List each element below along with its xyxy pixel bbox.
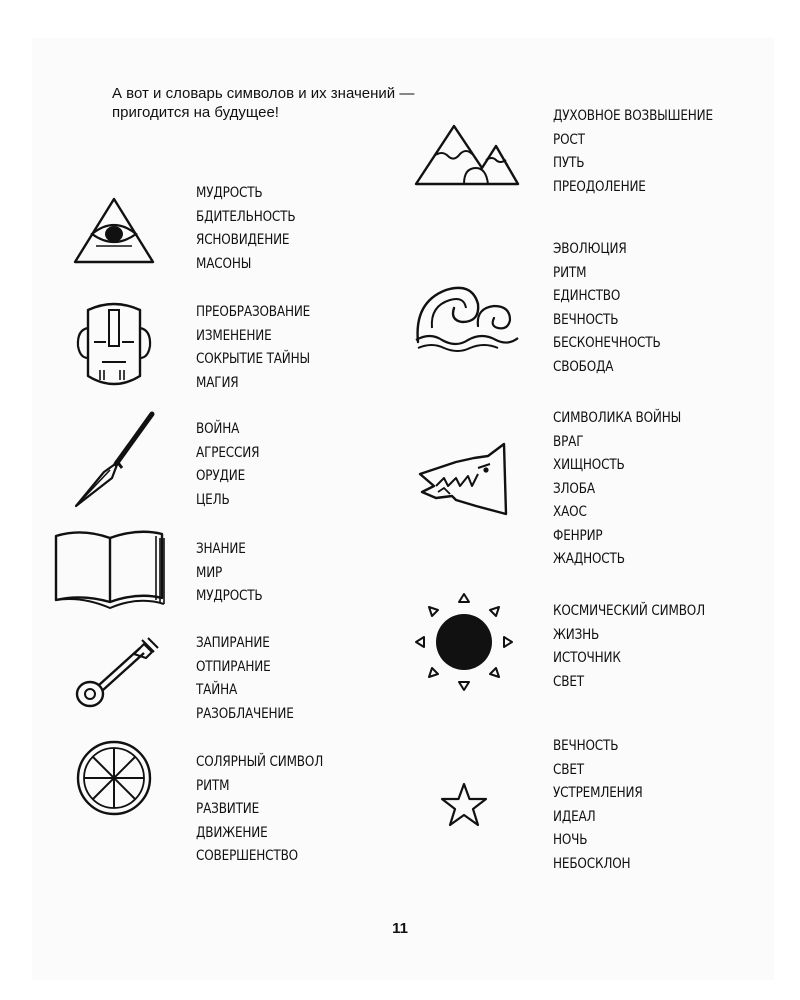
symbol-meaning: СОЛЯРНЫЙ СИМВОЛ <box>196 754 324 770</box>
symbol-meaning: ЗЛОБА <box>553 480 595 497</box>
intro-text <box>112 84 512 122</box>
symbol-meaning: ВОЙНА <box>196 421 240 437</box>
symbol-meaning: ЕДИНСТВО <box>553 288 621 304</box>
symbol-meaning: КОСМИЧЕСКИЙ СИМВОЛ <box>553 603 705 619</box>
symbol-meaning: АГРЕССИЯ <box>196 444 260 461</box>
sun-icon <box>416 594 512 690</box>
symbol-meaning: ПУТЬ <box>553 155 585 171</box>
open-book-icon <box>52 528 170 610</box>
symbol-meaning: СВЕТ <box>553 673 584 690</box>
symbol-meaning: УСТРЕМЛЕНИЯ <box>553 785 643 801</box>
star-icon <box>440 782 488 828</box>
symbol-meaning: МИР <box>196 564 223 581</box>
symbol-meaning: ИДЕАЛ <box>553 808 596 825</box>
intro-line-1: А вот и словарь символов и их значений — <box>112 85 415 102</box>
symbol-meaning: ФЕНРИР <box>553 527 603 544</box>
symbol-meaning: НЕБОСКЛОН <box>553 855 631 872</box>
spear-icon <box>72 412 156 510</box>
symbol-meaning: ВРАГ <box>553 433 584 450</box>
symbol-meaning: ХИЩНОСТЬ <box>553 457 625 473</box>
symbol-meaning: СВОБОДА <box>553 358 614 375</box>
symbol-meaning: ЗНАНИЕ <box>196 541 246 557</box>
symbol-meaning: БЕСКОНЕЧНОСТЬ <box>553 335 661 351</box>
symbol-meaning: СИМВОЛИКА ВОЙНЫ <box>553 410 682 426</box>
symbol-meaning: ПРЕОБРАЗОВАНИЕ <box>196 304 311 320</box>
mountains-icon <box>412 120 522 188</box>
symbol-meaning: РИТМ <box>553 264 587 281</box>
symbol-meaning: СОКРЫТИЕ ТАЙНЫ <box>196 351 310 367</box>
symbol-meaning: ЖАДНОСТЬ <box>553 551 625 567</box>
symbol-meaning: ТАЙНА <box>196 682 238 698</box>
symbol-meaning: ВЕЧНОСТЬ <box>553 311 619 328</box>
eye-triangle-icon <box>72 196 156 266</box>
symbol-meaning: СВЕТ <box>553 761 584 778</box>
page-number: 11 <box>392 920 408 937</box>
symbol-meaning: ВЕЧНОСТЬ <box>553 738 619 754</box>
symbol-meaning: БДИТЕЛЬНОСТЬ <box>196 208 296 225</box>
symbol-meaning: ПРЕОДОЛЕНИЕ <box>553 178 646 195</box>
symbol-meaning: ДВИЖЕНИЕ <box>196 824 268 841</box>
symbol-meaning: ЗАПИРАНИЕ <box>196 635 270 651</box>
intro-line-2: пригодится на будущее! <box>112 104 279 121</box>
key-icon <box>72 634 162 714</box>
symbol-meaning: ОРУДИЕ <box>196 468 246 484</box>
solar-wheel-icon <box>74 738 154 818</box>
mask-icon <box>74 300 154 392</box>
symbol-meaning: МУДРОСТЬ <box>196 588 263 604</box>
symbol-meaning: РАЗВИТИЕ <box>196 801 260 817</box>
symbol-meaning: ЯСНОВИДЕНИЕ <box>196 232 290 248</box>
symbol-meaning: РИТМ <box>196 777 230 794</box>
symbol-meaning: МАСОНЫ <box>196 255 252 272</box>
symbol-meaning: МУДРОСТЬ <box>196 185 263 201</box>
symbol-meaning: РАЗОБЛАЧЕНИЕ <box>196 705 294 722</box>
symbol-meaning: МАГИЯ <box>196 374 239 391</box>
symbol-meaning: ИЗМЕНЕНИЕ <box>196 327 272 344</box>
wave-icon <box>412 282 522 354</box>
symbol-meaning: ОТПИРАНИЕ <box>196 658 271 675</box>
symbol-meaning: РОСТ <box>553 131 585 148</box>
symbol-meaning: НОЧЬ <box>553 832 588 848</box>
wolf-head-icon <box>416 440 512 518</box>
symbol-meaning: ИСТОЧНИК <box>553 650 621 666</box>
symbol-meaning: ЦЕЛЬ <box>196 491 230 508</box>
symbol-meaning: ЖИЗНЬ <box>553 626 600 643</box>
symbol-meaning: ЭВОЛЮЦИЯ <box>553 241 627 257</box>
symbol-meaning: ДУХОВНОЕ ВОЗВЫШЕНИЕ <box>553 108 713 124</box>
symbol-meaning: СОВЕРШЕНСТВО <box>196 848 298 864</box>
symbol-meaning: ХАОС <box>553 504 587 520</box>
